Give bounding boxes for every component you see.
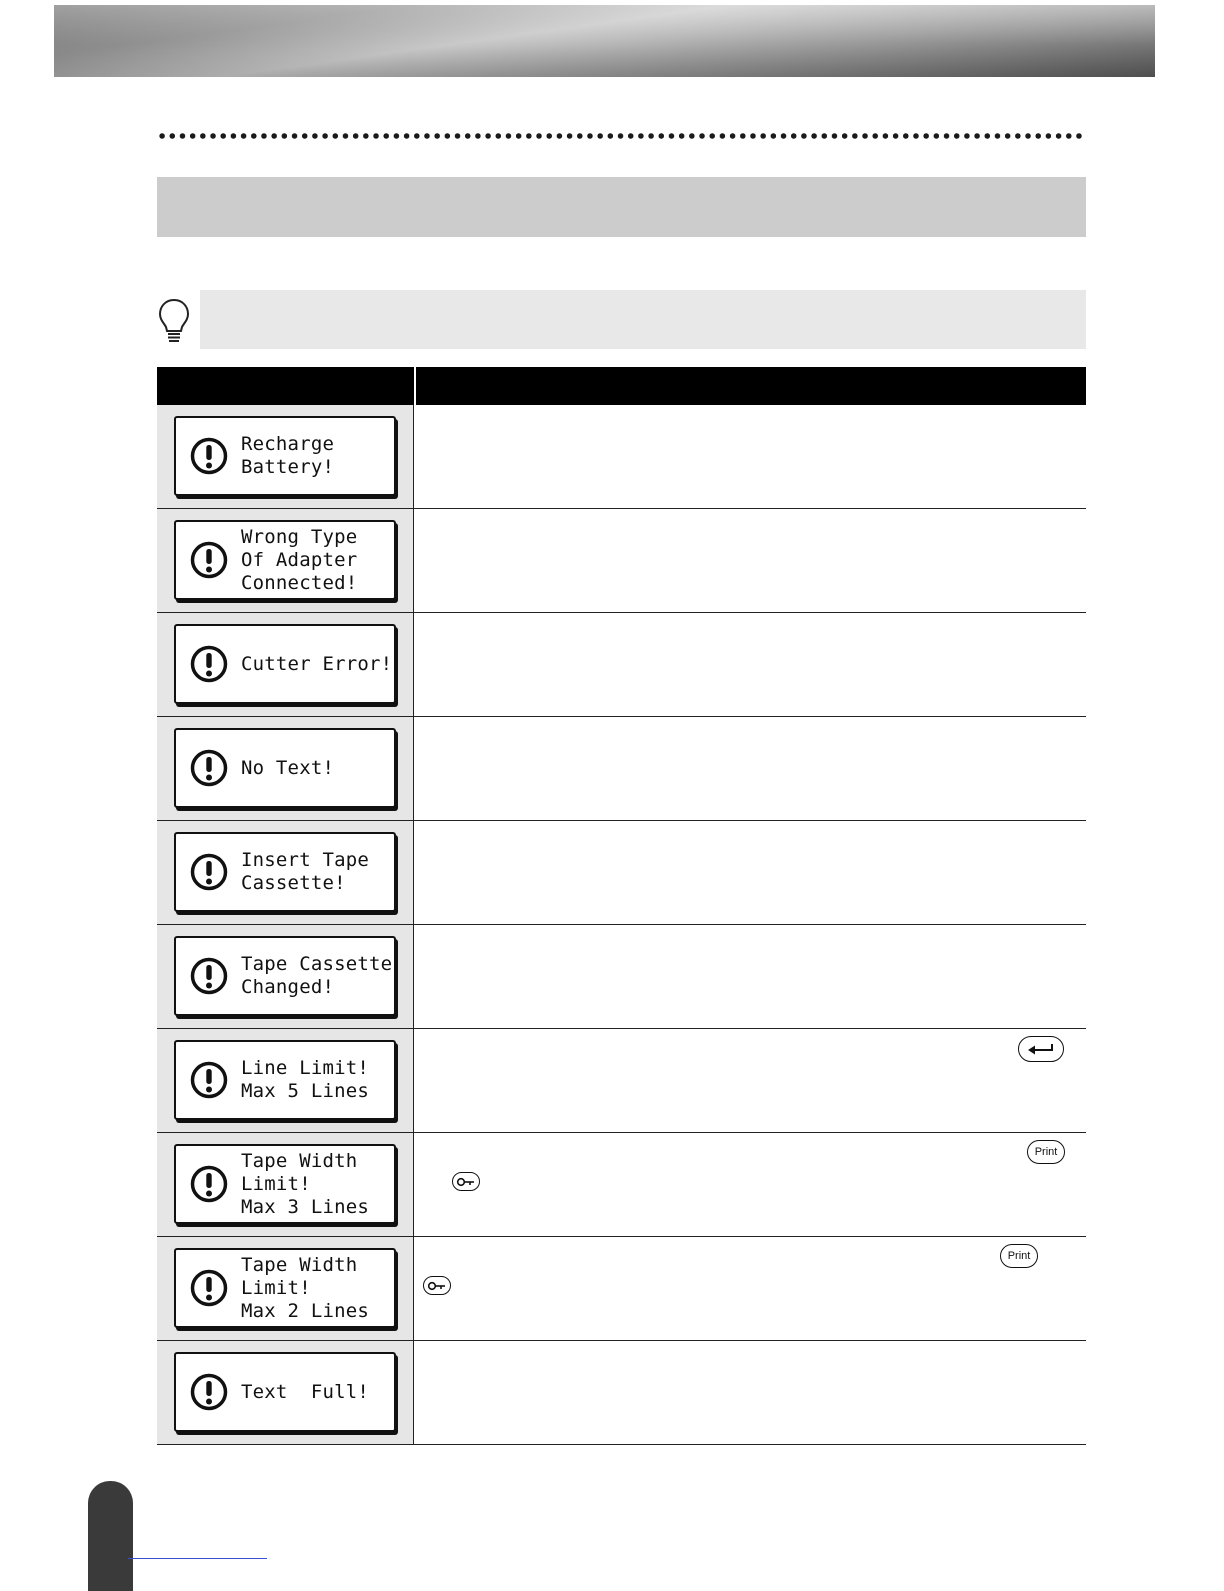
exclamation-circle-icon [189,644,229,684]
message-cell [157,1133,414,1236]
exclamation-circle-icon [189,1372,229,1412]
header-cause-column [416,367,1086,405]
print-key-icon: Print [1000,1244,1038,1268]
table-row [157,1237,1086,1341]
cause-cell [414,717,1086,820]
lcd-message: Tape Width Limit! Max 2 Lines [241,1253,370,1322]
message-cell [157,613,414,716]
message-cell [157,405,414,508]
table-row [157,821,1086,925]
code-key-icon [427,1281,447,1291]
print-key-icon: Print [1027,1140,1065,1164]
lcd-message: Cutter Error! [241,652,393,675]
table-row [157,1341,1086,1445]
code-key [452,1172,480,1191]
lcd-message: Insert Tape Cassette! [241,849,370,894]
cause-cell [414,1133,1086,1236]
enter-key [1018,1036,1064,1062]
lcd-screen [174,416,396,496]
message-cell [157,925,414,1028]
cause-cell [414,509,1086,612]
cause-cell [414,925,1086,1028]
message-cell [157,1029,414,1132]
exclamation-circle-icon [189,436,229,476]
dotted-divider [157,133,1086,139]
lcd-screen [174,1352,396,1432]
exclamation-circle-icon [189,1268,229,1308]
message-cell [157,1341,414,1444]
lightbulb-icon [157,298,191,344]
message-cell [157,509,414,612]
table-header [157,367,1086,405]
header-band [54,5,1155,77]
cause-cell [414,821,1086,924]
lcd-screen [174,624,396,704]
lcd-message: Tape Cassette Changed! [241,953,393,998]
lcd-message: Tape Width Limit! Max 3 Lines [241,1149,370,1218]
cause-cell [414,1029,1086,1132]
lcd-screen [174,728,396,808]
exclamation-circle-icon [189,956,229,996]
table-row [157,925,1086,1029]
lcd-screen [174,520,396,600]
exclamation-circle-icon [189,852,229,892]
note-bar [200,290,1086,349]
code-key-icon [456,1177,476,1187]
table-row [157,509,1086,613]
lcd-message: Line Limit! Max 5 Lines [241,1057,370,1102]
enter-key-icon [1026,1042,1056,1056]
cause-cell [414,1237,1086,1340]
lcd-message: No Text! [241,756,335,779]
cause-cell [414,405,1086,508]
error-message-table [157,367,1086,1445]
link-underline[interactable] [128,1558,267,1559]
exclamation-circle-icon [189,540,229,580]
message-cell [157,821,414,924]
page-number-tab [88,1481,133,1591]
lcd-message: Text Full! [241,1380,370,1403]
table-row [157,1133,1086,1237]
header-message-column [157,367,416,405]
lcd-screen [174,936,396,1016]
lcd-screen [174,832,396,912]
message-cell [157,717,414,820]
exclamation-circle-icon [189,1164,229,1204]
lcd-screen [174,1144,396,1224]
cause-cell [414,1341,1086,1444]
exclamation-circle-icon [189,1060,229,1100]
section-heading-bar [157,177,1086,237]
exclamation-circle-icon [189,748,229,788]
table-row [157,717,1086,821]
code-key [423,1276,451,1295]
cause-cell [414,613,1086,716]
table-row [157,1029,1086,1133]
lcd-screen [174,1248,396,1328]
lcd-message: Recharge Battery! [241,433,335,478]
message-cell [157,1237,414,1340]
table-row [157,405,1086,509]
header-sheen [54,5,1155,77]
lcd-message: Wrong Type Of Adapter Connected! [241,525,358,594]
lcd-screen [174,1040,396,1120]
table-row [157,613,1086,717]
